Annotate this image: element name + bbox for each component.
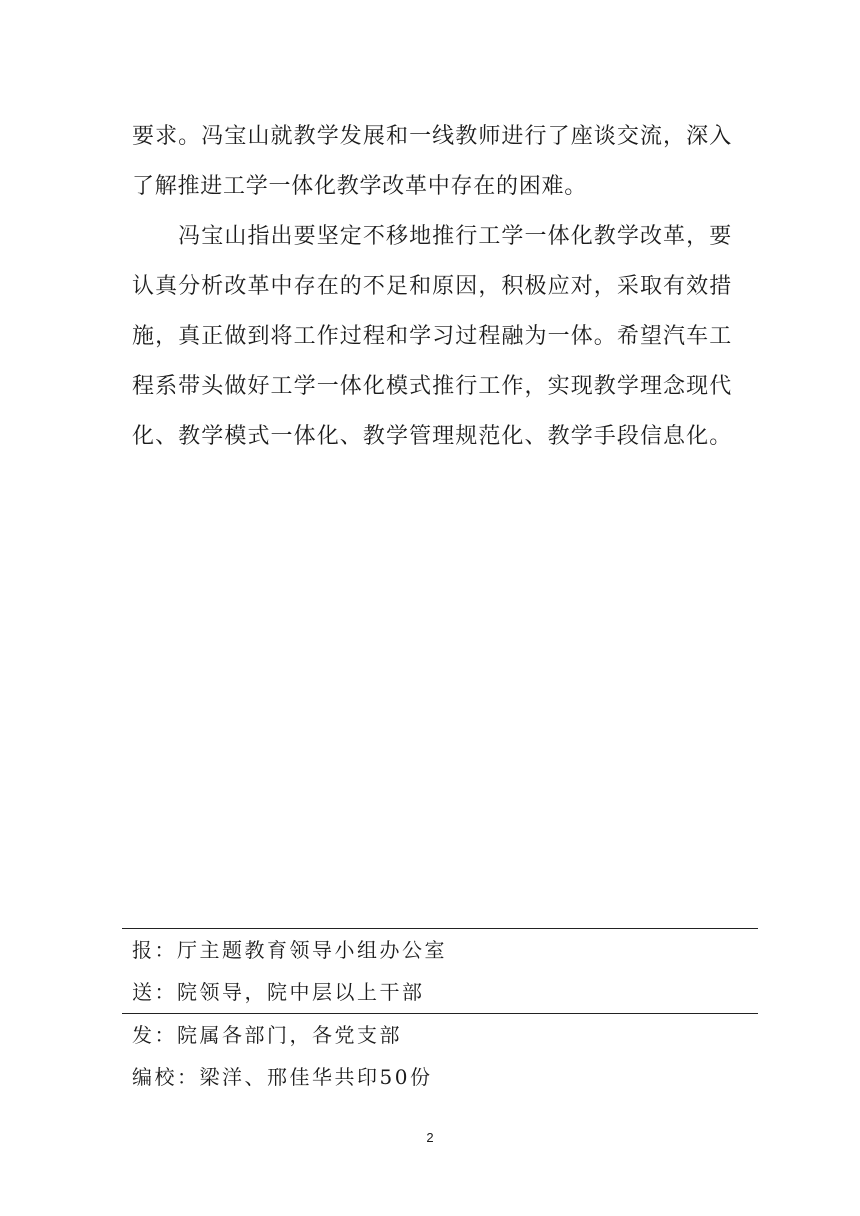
paragraph-line-3: 冯宝山指出要坚定不移地推行工学一体化教学改革，要 — [132, 224, 732, 249]
paragraph-line-2: 了解推进工学一体化教学改革中存在的困难。 — [132, 174, 588, 199]
paragraph-line-1: 要求。冯宝山就教学发展和一线教师进行了座谈交流，深入 — [132, 124, 732, 149]
paragraph-line-4: 认真分析改革中存在的不足和原因，积极应对，采取有效措 — [132, 274, 732, 299]
paragraph-line-5: 施，真正做到将工作过程和学习过程融为一体。希望汽车工 — [132, 324, 732, 349]
send-to-line: 送：院领导，院中层以上干部 — [132, 980, 425, 1004]
paragraph-line-7: 化、教学模式一体化、教学管理规范化、教学手段信息化。 — [132, 424, 732, 449]
distribution-footer — [122, 928, 758, 1098]
issue-to-line: 发：院属各部门，各党支部 — [132, 1023, 402, 1047]
editors-line: 编校：梁洋、邢佳华共印50份 — [132, 1065, 433, 1089]
report-to-line: 报：厅主题教育领导小组办公室 — [132, 938, 447, 962]
paragraph-line-6: 程系带头做好工学一体化模式推行工作，实现教学理念现代 — [132, 374, 732, 399]
page-number: 2 — [426, 1130, 434, 1145]
article-body — [132, 112, 732, 462]
